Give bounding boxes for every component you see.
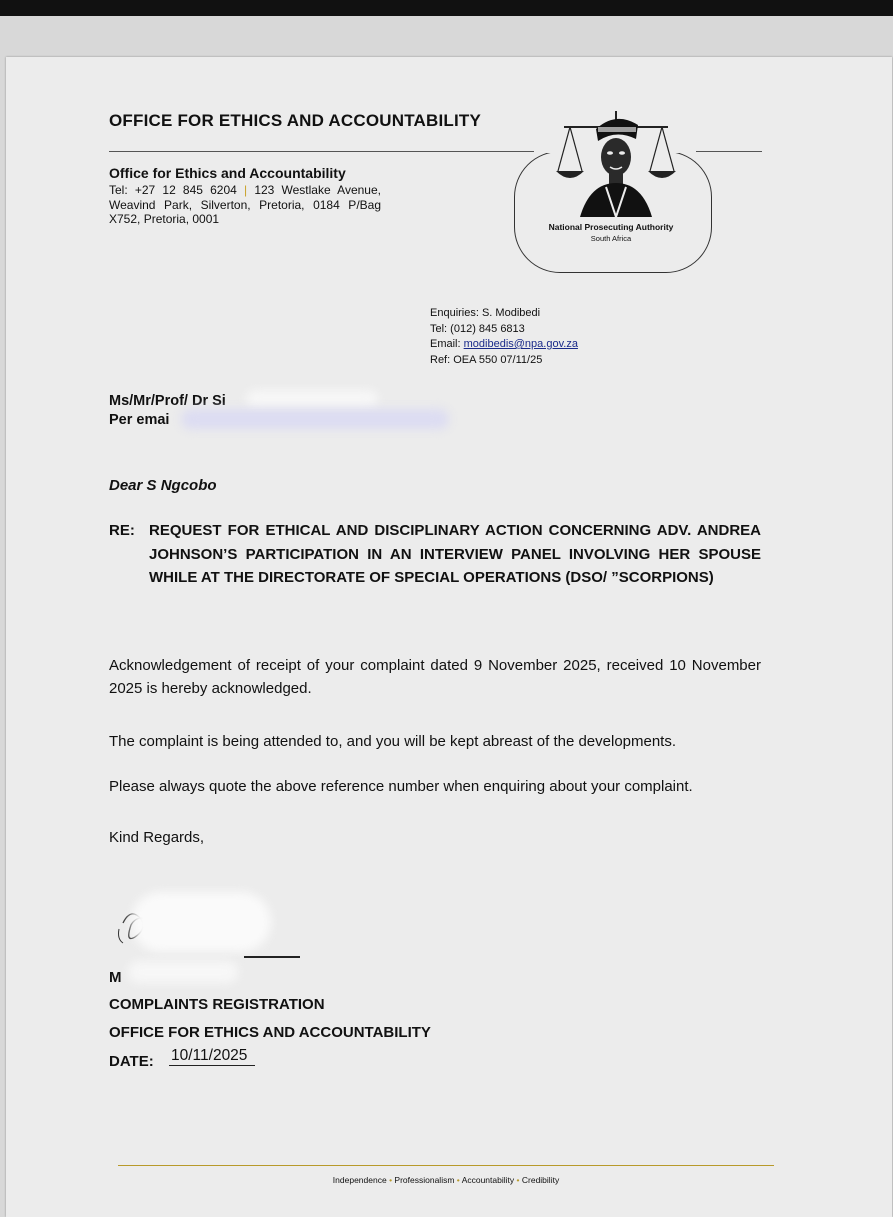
header-rule-left [109,151,534,152]
subject-text: REQUEST FOR ETHICAL AND DISCIPLINARY ACTION CONCERNING ADV. ANDREA JOHNSON’S PARTICIPATION IN AN INTERVIEW PANEL INVOLVING HER SPOUSE WHILE AT THE DIRECTORATE OF SPECIAL OPERATIONS (DSO/ ”SCORPIONS) [149,522,761,586]
signature-line [244,956,300,958]
letterhead-title: OFFICE FOR ETHICS AND ACCOUNTABILITY [109,111,482,130]
signatory-office: OFFICE FOR ETHICS AND ACCOUNTABILITY [109,1024,431,1041]
redaction-signature [131,892,271,952]
logo-org-name: National Prosecuting Authority [548,222,674,232]
closing: Kind Regards, [109,829,205,846]
logo-country: South Africa [590,234,632,243]
footer-separator: • [389,1175,393,1185]
paragraph-reference: Please always quote the above reference number when enquiring about your complaint. [109,778,693,795]
redaction-name [246,390,378,408]
redaction-email [181,409,449,429]
letter-page [6,57,892,1217]
enquiries-name: Enquiries: S. Modibedi [430,307,541,319]
top-bar [0,0,893,16]
enquiries-tel: Tel: (012) 845 6813 [430,322,525,335]
office-address: Tel: +27 12 845 6204 | 123 Westlake Avenue, Weavind Park, Silverton, Pretoria, 0184 P/Bag X752, Pretoria, 0001 [109,183,381,226]
paragraph-attended: The complaint is being attended to, and you will be kept abreast of the developments. [109,733,677,750]
date-value: 10/11/2025 [169,1047,255,1066]
salutation: Dear S Ngcobo [109,477,217,494]
subject-block [109,519,761,590]
header-rule-right [696,151,762,152]
email-link[interactable]: modibedis@npa.gov.za [463,338,578,350]
footer-values [118,1175,774,1185]
date-label: DATE: [109,1053,154,1070]
footer-value-accountability: Accountability [461,1175,515,1185]
signatory-name: M [109,969,122,986]
enquiries-email-line: Email: modibedis@npa.gov.za [430,338,578,350]
enquiries-ref: Ref: OEA 550 07/11/25 [430,353,543,366]
footer-value-credibility: Credibility [521,1175,560,1185]
paragraph-acknowledgement: Acknowledgement of receipt of your complaint dated 9 November 2025, received 10 November 2025 is hereby acknowledged. [109,657,761,697]
redaction-signatory [128,961,238,983]
office-name: Office for Ethics and Accountability [109,165,346,181]
recipient-line-2: Per emai [109,412,170,428]
footer-value-independence: Independence [332,1175,387,1185]
footer-separator: • [516,1175,520,1185]
signatory-department: COMPLAINTS REGISTRATION [109,996,325,1013]
recipient-line-1: Ms/Mr/Prof/ Dr Si [109,393,226,409]
subject-label: RE: [109,522,135,539]
footer-value-professionalism: Professionalism [394,1175,455,1185]
footer-rule [118,1165,774,1166]
footer-separator: • [456,1175,460,1185]
enquiries-block [430,306,578,368]
